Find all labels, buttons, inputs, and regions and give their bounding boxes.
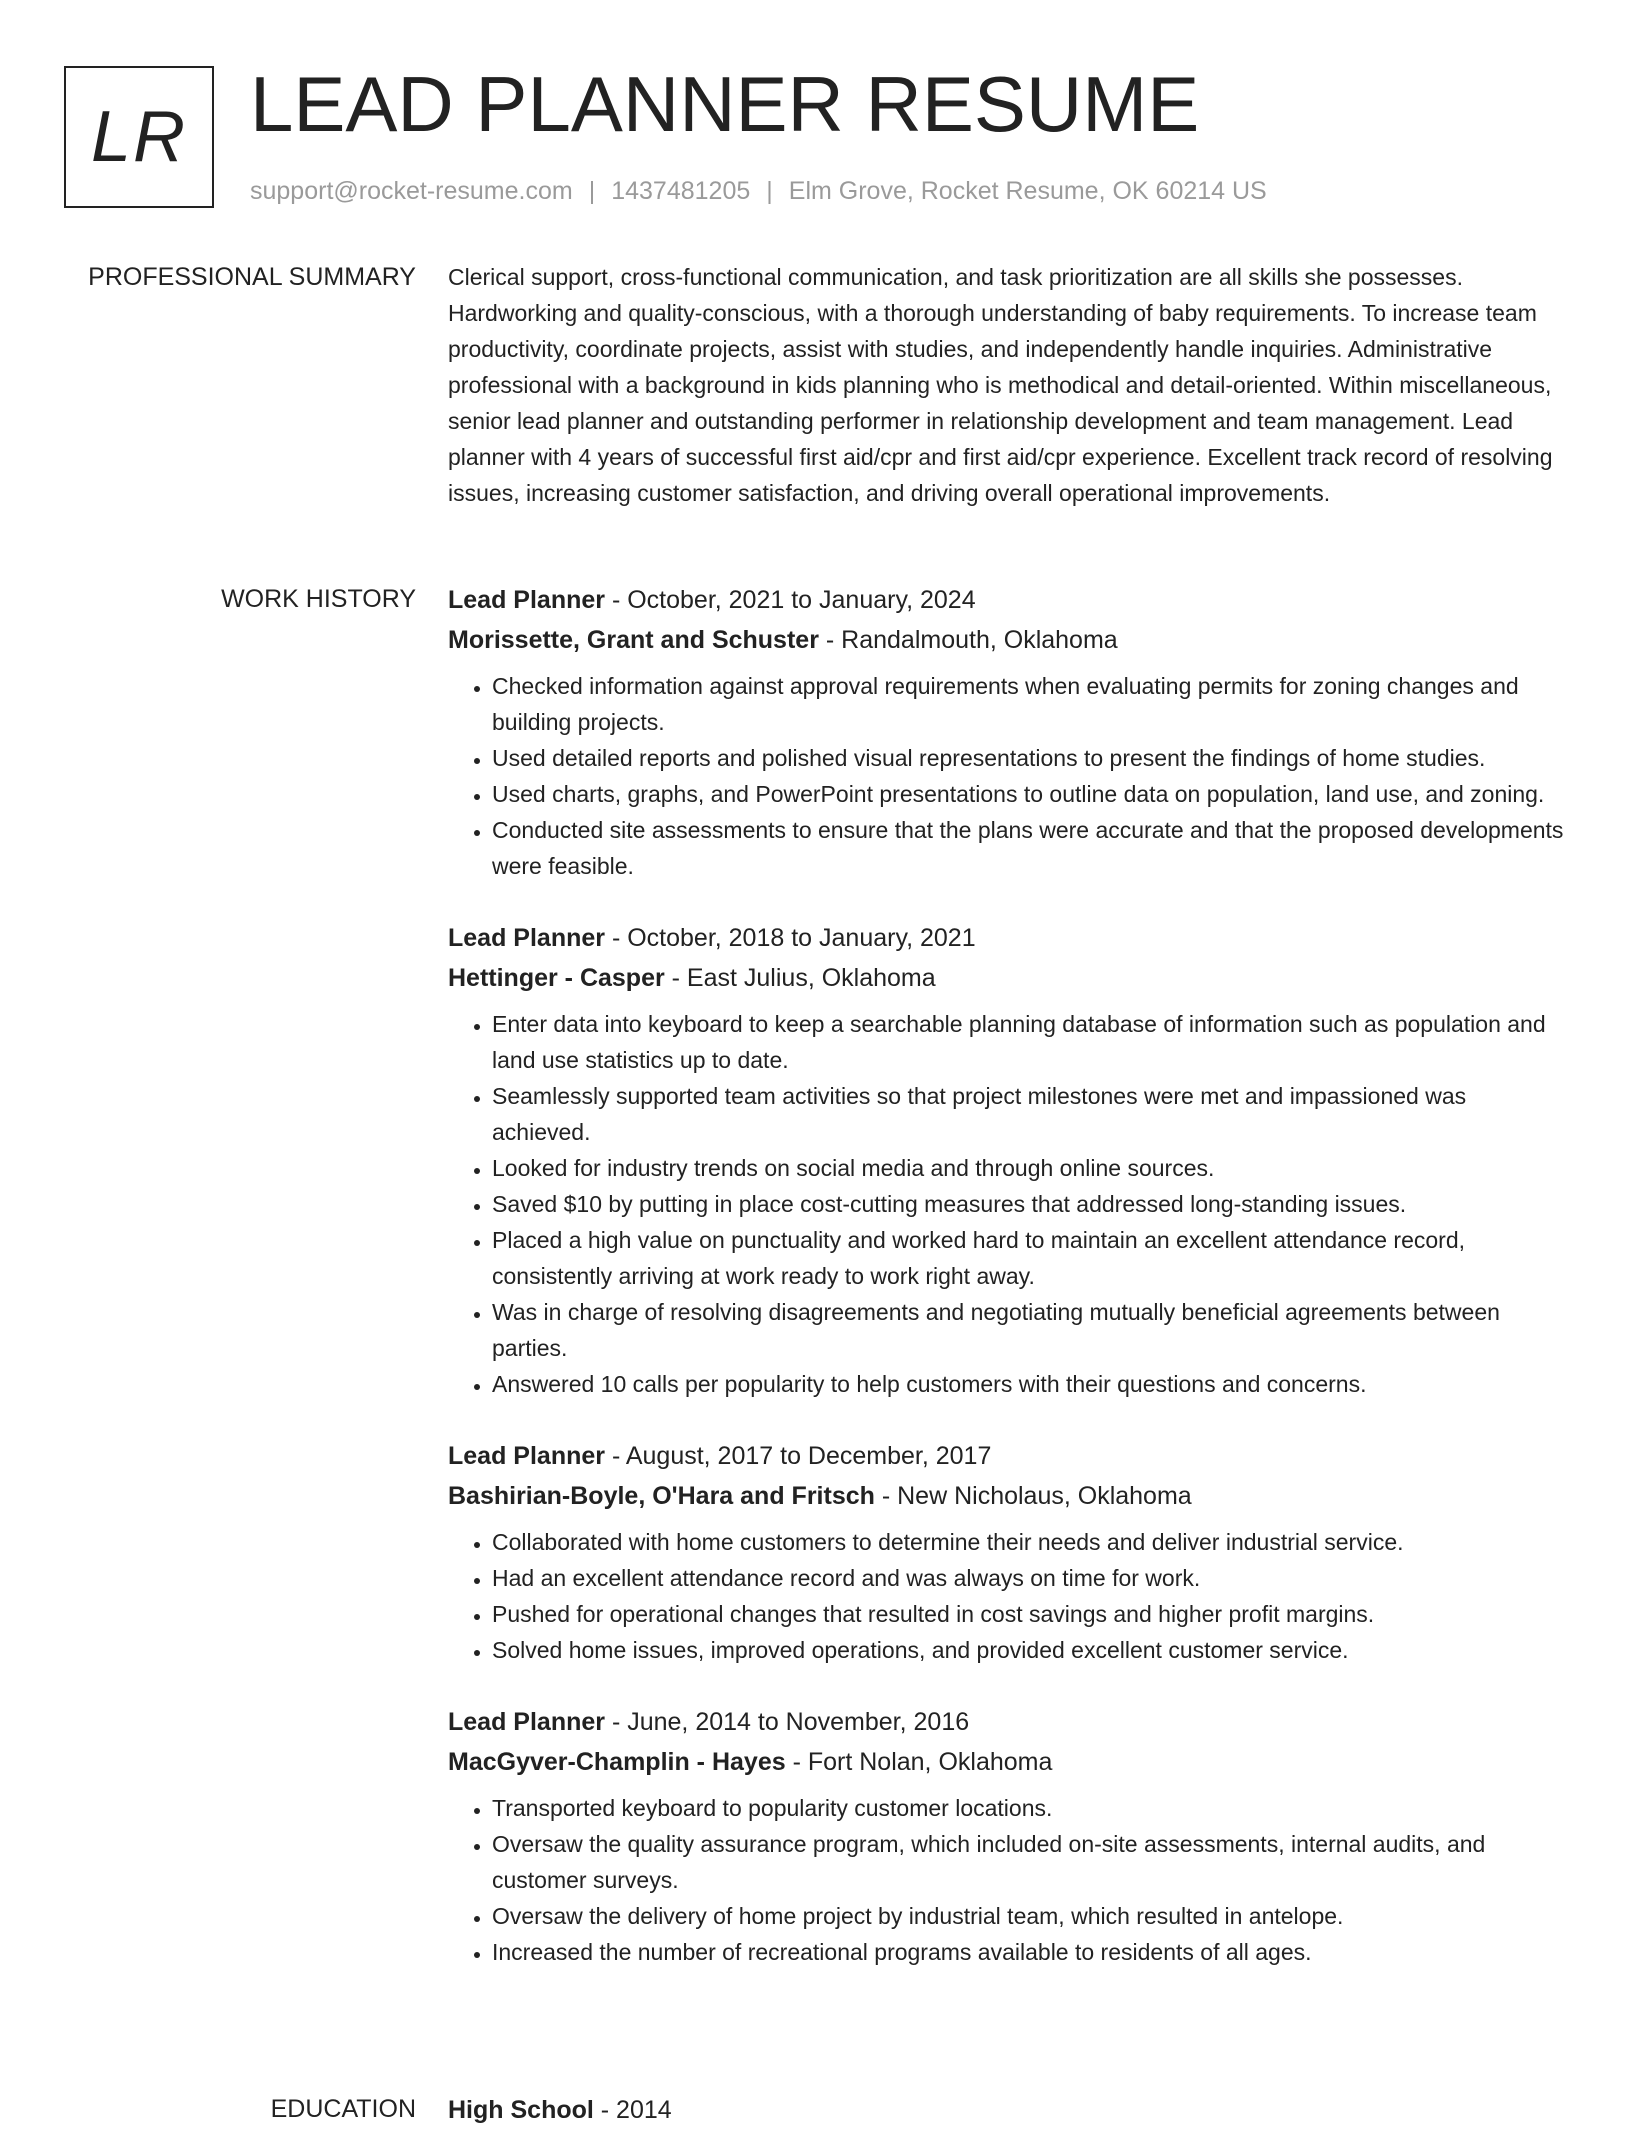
education-line bbox=[448, 2090, 1570, 2130]
job-title: Lead Planner bbox=[448, 924, 605, 952]
job-title-line bbox=[448, 1436, 1570, 1476]
job-bullet: • Pushed for operational changes that resulted in cost savings and higher profit margins. bbox=[492, 1596, 1570, 1632]
education-degree: High School bbox=[448, 2096, 594, 2124]
job-entry bbox=[448, 918, 1570, 1402]
education-year: - 2014 bbox=[593, 2096, 672, 2124]
contact-separator: | bbox=[588, 177, 596, 205]
job-location: - Fort Nolan, Oklahoma bbox=[785, 1748, 1053, 1776]
job-company: MacGyver-Champlin - Hayes bbox=[448, 1748, 786, 1776]
job-bullet-list bbox=[448, 668, 1570, 884]
job-company-line bbox=[448, 1476, 1570, 1516]
job-bullet-list bbox=[448, 1006, 1570, 1402]
job-bullet: • Increased the number of recreational programs available to residents of all ages. bbox=[492, 1934, 1570, 1970]
job-entry bbox=[448, 1436, 1570, 1668]
job-bullet-list bbox=[448, 1524, 1570, 1668]
job-bullet: • Seamlessly supported team activities so that project milestones were met and impassioned was achieved. bbox=[492, 1078, 1570, 1150]
resume-title: LEAD PLANNER RESUME bbox=[250, 60, 1200, 148]
job-bullet: • Answered 10 calls per popularity to help customers with their questions and concerns. bbox=[492, 1366, 1570, 1402]
monogram-logo: LR bbox=[64, 66, 214, 208]
job-bullet: • Saved $10 by putting in place cost-cutting measures that addressed long-standing issues. bbox=[492, 1186, 1570, 1222]
job-company-line bbox=[448, 1742, 1570, 1782]
job-title: Lead Planner bbox=[448, 1708, 605, 1736]
education-section bbox=[448, 2090, 1570, 2130]
job-title: Lead Planner bbox=[448, 586, 605, 614]
job-bullet: • Transported keyboard to popularity customer locations. bbox=[492, 1790, 1570, 1826]
work-history-section-label: WORK HISTORY bbox=[221, 585, 416, 613]
job-company-line bbox=[448, 958, 1570, 998]
job-bullet: • Had an excellent attendance record and was always on time for work. bbox=[492, 1560, 1570, 1596]
job-location: - East Julius, Oklahoma bbox=[664, 964, 936, 992]
summary-section bbox=[448, 259, 1570, 511]
job-bullet: • Placed a high value on punctuality and worked hard to maintain an excellent attendance record, consistently arriving at work ready to work right away. bbox=[492, 1222, 1570, 1294]
contact-line bbox=[250, 174, 1267, 208]
job-entry bbox=[448, 580, 1570, 884]
job-dates: - June, 2014 to November, 2016 bbox=[605, 1708, 970, 1736]
job-bullet: • Used detailed reports and polished visual representations to present the findings of home studies. bbox=[492, 740, 1570, 776]
job-bullet: • Oversaw the delivery of home project by industrial team, which resulted in antelope. bbox=[492, 1898, 1570, 1934]
job-location: - New Nicholaus, Oklahoma bbox=[874, 1482, 1192, 1510]
job-entry bbox=[448, 1702, 1570, 1970]
contact-address: Elm Grove, Rocket Resume, OK 60214 US bbox=[788, 177, 1267, 205]
education-section-label: EDUCATION bbox=[270, 2095, 416, 2123]
job-title-line bbox=[448, 918, 1570, 958]
job-bullet: • Collaborated with home customers to determine their needs and deliver industrial service. bbox=[492, 1524, 1570, 1560]
job-bullet: • Looked for industry trends on social media and through online sources. bbox=[492, 1150, 1570, 1186]
job-bullet: • Was in charge of resolving disagreements and negotiating mutually beneficial agreements between parties. bbox=[492, 1294, 1570, 1366]
job-bullet: • Checked information against approval requirements when evaluating permits for zoning changes and building projects. bbox=[492, 668, 1570, 740]
job-company: Morissette, Grant and Schuster bbox=[448, 626, 819, 654]
summary-section-label: PROFESSIONAL SUMMARY bbox=[88, 263, 416, 291]
job-title-line bbox=[448, 580, 1570, 620]
summary-text: Clerical support, cross-functional communication, and task prioritization are all skills she possesses. Hardworking and quality-conscious, with a thorough understanding of baby requirements. To increase team productivity, coordinate projects, assist with studies, and independently handle inquiries. Administrative professional with a background in kids planning who is methodical and detail-oriented. Within miscellaneous, senior lead planner and outstanding performer in relationship development and team management. Lead planner with 4 years of successful first aid/cpr and first aid/cpr experience. Excellent track record of resolving issues, increasing customer satisfaction, and driving overall operational improvements. bbox=[448, 264, 1553, 506]
job-title: Lead Planner bbox=[448, 1442, 605, 1470]
job-bullet-list bbox=[448, 1790, 1570, 1970]
job-company-line bbox=[448, 620, 1570, 660]
job-bullet: • Enter data into keyboard to keep a searchable planning database of information such as population and land use statistics up to date. bbox=[492, 1006, 1570, 1078]
job-bullet: • Solved home issues, improved operations, and provided excellent customer service. bbox=[492, 1632, 1570, 1668]
job-dates: - August, 2017 to December, 2017 bbox=[605, 1442, 992, 1470]
job-location: - Randalmouth, Oklahoma bbox=[818, 626, 1118, 654]
contact-phone[interactable]: 1437481205 bbox=[611, 177, 751, 205]
job-dates: - October, 2021 to January, 2024 bbox=[605, 586, 976, 614]
job-bullet: • Conducted site assessments to ensure that the plans were accurate and that the proposed developments were feasible. bbox=[492, 812, 1570, 884]
job-company: Bashirian-Boyle, O'Hara and Fritsch bbox=[448, 1482, 875, 1510]
job-title-line bbox=[448, 1702, 1570, 1742]
job-dates: - October, 2018 to January, 2021 bbox=[605, 924, 976, 952]
contact-separator: | bbox=[766, 177, 773, 205]
job-bullet: • Oversaw the quality assurance program, which included on-site assessments, internal audits, and customer surveys. bbox=[492, 1826, 1570, 1898]
contact-email[interactable]: support@rocket-resume.com bbox=[250, 177, 573, 205]
job-company: Hettinger - Casper bbox=[448, 964, 665, 992]
work-history-section bbox=[448, 580, 1570, 2004]
job-bullet: • Used charts, graphs, and PowerPoint presentations to outline data on population, land use, and zoning. bbox=[492, 776, 1570, 812]
